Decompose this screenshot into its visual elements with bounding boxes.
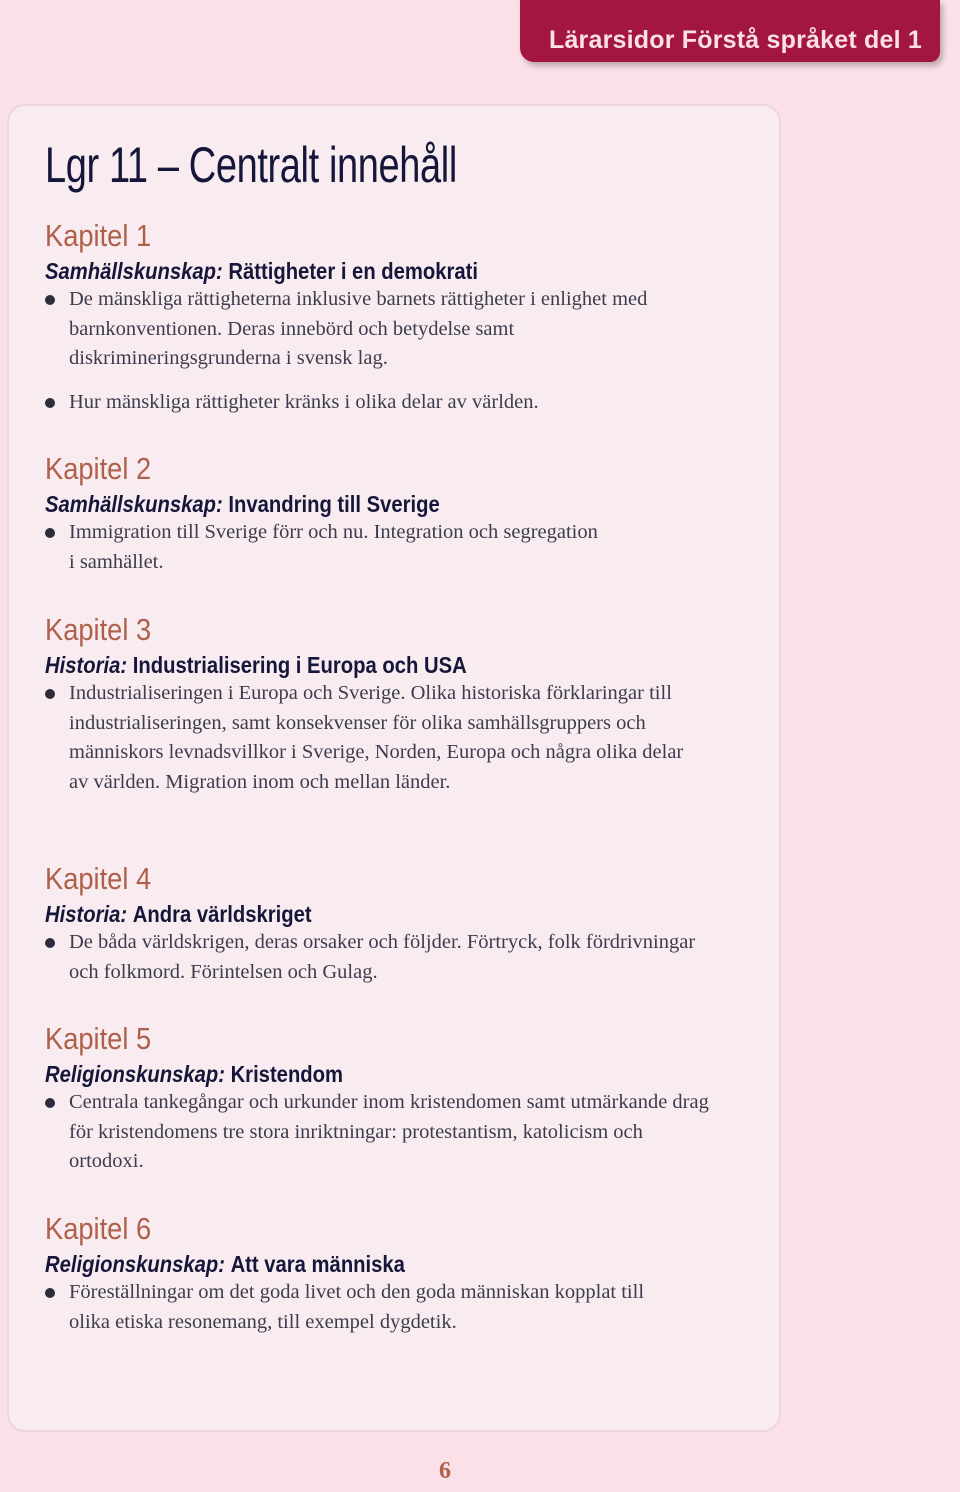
header-banner bbox=[520, 0, 940, 62]
chapter-subject-line bbox=[45, 1060, 661, 1088]
chapter-subject-line bbox=[45, 257, 661, 285]
bullet-text: Centrala tankegångar och urkunder inom kristendomen samt utmärkande drag för kristendomens tre stora inriktningar: protestantism, katolicism och ortodoxi. bbox=[69, 1091, 709, 1172]
bullet-item bbox=[45, 388, 669, 418]
bullet-item bbox=[45, 285, 669, 374]
topic-label: Kristendom bbox=[230, 1061, 344, 1087]
bullet-list bbox=[45, 679, 745, 797]
bullet-icon bbox=[45, 938, 55, 948]
chapter-4 bbox=[45, 861, 745, 987]
bullet-item bbox=[45, 1278, 669, 1337]
bullet-icon bbox=[45, 295, 55, 305]
bullet-list bbox=[45, 928, 745, 987]
bullet-icon bbox=[45, 1288, 55, 1298]
bullet-list bbox=[45, 1088, 745, 1177]
page-number: 6 bbox=[439, 1458, 451, 1484]
bullet-text: Föreställningar om det goda livet och den goda människan kopplat till olika etiska resonemang, till exempel dygdetik. bbox=[69, 1281, 645, 1333]
chapter-2 bbox=[45, 451, 745, 577]
chapter-heading: Kapitel 4 bbox=[45, 861, 152, 896]
chapter-subject-line bbox=[45, 1250, 661, 1278]
bullet-text: De båda världskrigen, deras orsaker och följder. Förtryck, folk fördrivningar och folkmord. Förintelsen och Gulag. bbox=[69, 931, 696, 983]
chapter-heading: Kapitel 1 bbox=[45, 218, 152, 253]
bullet-item bbox=[45, 928, 699, 987]
bullet-item bbox=[45, 1088, 709, 1177]
topic-label: Att vara människa bbox=[230, 1251, 405, 1277]
subject-label: Religionskunskap: bbox=[45, 1061, 225, 1087]
subject-label: Historia: bbox=[45, 901, 128, 927]
page-title: Lgr 11 – Centralt innehåll bbox=[45, 137, 457, 193]
header-title: Lärarsidor Förstå språket del 1 bbox=[548, 26, 922, 54]
bullet-icon bbox=[45, 398, 55, 408]
bullet-list bbox=[45, 285, 745, 417]
chapter-5 bbox=[45, 1021, 745, 1177]
topic-label: Andra världskriget bbox=[132, 901, 312, 927]
chapter-subject-line bbox=[45, 490, 661, 518]
bullet-icon bbox=[45, 1098, 55, 1108]
chapter-3 bbox=[45, 612, 745, 797]
chapter-heading: Kapitel 5 bbox=[45, 1021, 152, 1056]
bullet-text: Hur mänskliga rättigheter kränks i olika delar av världen. bbox=[69, 390, 539, 413]
subject-label: Samhällskunskap: bbox=[45, 491, 223, 517]
chapter-heading: Kapitel 6 bbox=[45, 1211, 152, 1246]
bullet-item bbox=[45, 679, 699, 797]
subject-label: Samhällskunskap: bbox=[45, 258, 223, 284]
bullet-text: Immigration till Sverige förr och nu. Integration och segregation i samhället. bbox=[69, 521, 598, 573]
bullet-item bbox=[45, 518, 599, 577]
topic-label: Invandring till Sverige bbox=[228, 491, 440, 517]
bullet-list bbox=[45, 1278, 745, 1337]
subject-label: Historia: bbox=[45, 652, 128, 678]
bullet-icon bbox=[45, 528, 55, 538]
chapter-subject-line bbox=[45, 900, 661, 928]
topic-label: Rättigheter i en demokrati bbox=[228, 258, 479, 284]
chapter-heading: Kapitel 3 bbox=[45, 612, 152, 647]
chapter-heading: Kapitel 2 bbox=[45, 451, 152, 486]
chapter-1 bbox=[45, 218, 745, 417]
chapter-subject-line bbox=[45, 651, 661, 679]
chapter-6 bbox=[45, 1211, 745, 1337]
subject-label: Religionskunskap: bbox=[45, 1251, 225, 1277]
topic-label: Industrialisering i Europa och USA bbox=[132, 652, 467, 678]
bullet-text: De mänskliga rättigheterna inklusive barnets rättigheter i enlighet med barnkonventionen. Deras innebörd och betydelse samt diskrimineringsgrunderna i svensk lag. bbox=[69, 288, 648, 369]
bullet-icon bbox=[45, 689, 55, 699]
bullet-text: Industrialiseringen i Europa och Sverige. Olika historiska förklaringar till industrialiseringen, samt konsekvenser för olika samhällsgruppers och människors levnadsvillkor i Sverige, Norden, Europa och några olika delar av världen. Migration inom och mellan länder. bbox=[69, 682, 684, 793]
bullet-list bbox=[45, 518, 745, 577]
